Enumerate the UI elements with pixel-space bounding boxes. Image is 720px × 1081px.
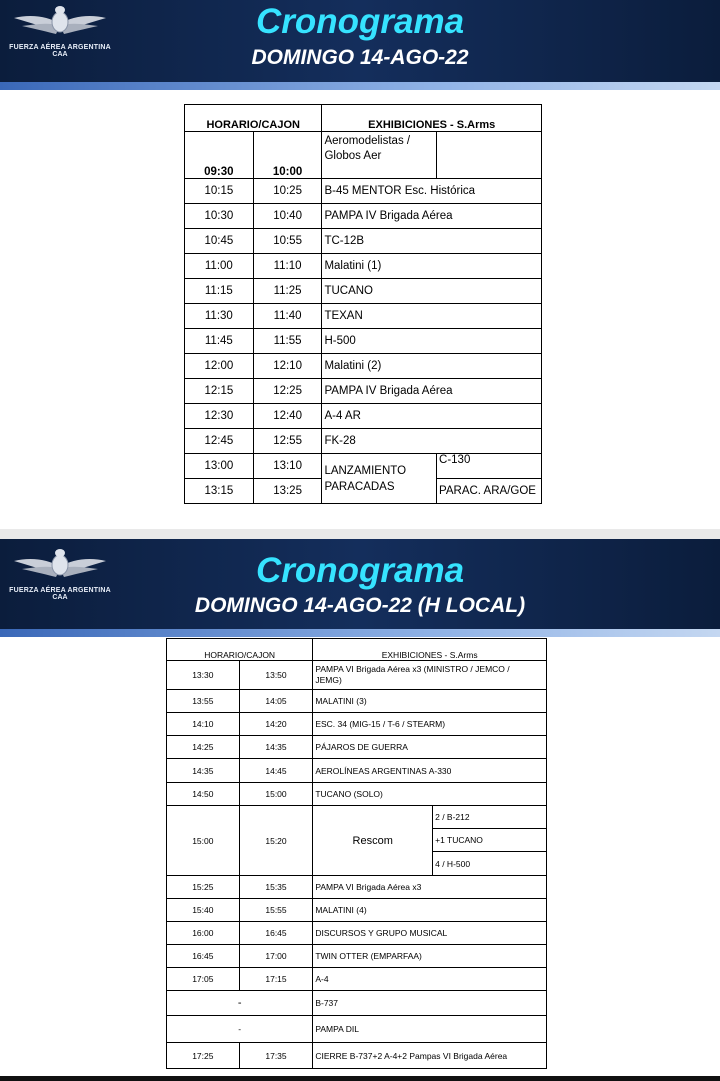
slide1-title: Cronograma [255, 2, 465, 41]
exhibition: TC-12B [322, 229, 542, 254]
start-time: 15:00 [167, 806, 240, 876]
table-row [167, 759, 547, 783]
time-dash: - [167, 1016, 313, 1043]
table-row [167, 690, 547, 713]
rescom-label: Rescom [313, 806, 433, 876]
end-time: 14:35 [239, 736, 313, 759]
start-time: 12:30 [185, 404, 254, 429]
slide1-schedule-table [184, 104, 542, 504]
end-time: 12:25 [253, 379, 322, 404]
exhibition: Malatini (2) [322, 354, 542, 379]
exhibition: A-4 [313, 968, 547, 991]
end-time: 10:25 [253, 179, 322, 204]
header-exhibiciones: EXHIBICIONES - S.Arms [313, 639, 547, 661]
table-row [167, 968, 547, 991]
start-time: 13:15 [185, 479, 254, 504]
aircraft: PARAC. ARA/GOE [437, 479, 542, 504]
exhibition: AEROLÍNEAS ARGENTINAS A-330 [313, 759, 547, 783]
exhibition: PAMPA VI Brigada Aérea x3 [313, 876, 547, 899]
end-time: 11:55 [253, 329, 322, 354]
end-time: 12:55 [253, 429, 322, 454]
org-sub: CAA [52, 51, 68, 58]
start-time: 11:15 [185, 279, 254, 304]
table-row [185, 404, 542, 429]
end-time: 14:05 [239, 690, 313, 713]
start-time: 12:45 [185, 429, 254, 454]
end-time: 13:10 [253, 454, 322, 479]
slide2-banner [0, 539, 720, 629]
rescom-item: 2 / B-212 [433, 806, 547, 829]
rescom-item: +1 TUCANO [433, 829, 547, 852]
start-time: 10:45 [185, 229, 254, 254]
table-row [185, 379, 542, 404]
start-time: 17:05 [167, 968, 240, 991]
start-time: 12:15 [185, 379, 254, 404]
bottom-bar [0, 1076, 720, 1081]
end-time: 17:00 [239, 945, 313, 968]
start-time: 10:15 [185, 179, 254, 204]
start-time: 14:10 [167, 713, 240, 736]
table-row [185, 329, 542, 354]
table-row [167, 736, 547, 759]
end-time: 11:25 [253, 279, 322, 304]
start-time: 12:00 [185, 354, 254, 379]
end-time: 10:55 [253, 229, 322, 254]
table-row [185, 304, 542, 329]
exhibition: LANZAMIENTO PARACADAS [322, 454, 437, 504]
slide1-subtitle: DOMINGO 14-AGO-22 [251, 46, 469, 69]
exhibition: Aeromodelistas / Globos Aer [322, 132, 437, 179]
end-time: 15:55 [239, 899, 313, 922]
start-time: 11:45 [185, 329, 254, 354]
end-time: 12:40 [253, 404, 322, 429]
table-row [167, 783, 547, 806]
end-time: 10:00 [253, 132, 322, 179]
end-time: 11:10 [253, 254, 322, 279]
table-row [185, 179, 542, 204]
header-horario: HORARIO/CAJON [185, 105, 322, 132]
table-row [167, 713, 547, 736]
table-row [185, 254, 542, 279]
start-time: 13:55 [167, 690, 240, 713]
start-time: 15:40 [167, 899, 240, 922]
start-time: 14:50 [167, 783, 240, 806]
table-row [185, 454, 542, 479]
end-time: 15:00 [239, 783, 313, 806]
exhibition: PAMPA VI Brigada Aérea x3 (MINISTRO / JEMCO / JEMG) [313, 661, 547, 690]
exhibition: TWIN OTTER (EMPARFAA) [313, 945, 547, 968]
table-row [167, 1016, 547, 1043]
exhibition: MALATINI (3) [313, 690, 547, 713]
exhibition: FK-28 [322, 429, 542, 454]
exhibition: PAMPA DIL [313, 1016, 547, 1043]
end-time: 17:35 [239, 1043, 313, 1069]
table-row [185, 354, 542, 379]
table-row [185, 279, 542, 304]
end-time: 14:20 [239, 713, 313, 736]
exhibition: B-737 [313, 991, 547, 1016]
exhibition: MALATINI (4) [313, 899, 547, 922]
table-row [167, 1043, 547, 1069]
aircraft: C-130 [437, 454, 542, 479]
start-time: 10:30 [185, 204, 254, 229]
end-time: 17:15 [239, 968, 313, 991]
exhibition: ESC. 34 (MIG-15 / T-6 / STEARM) [313, 713, 547, 736]
end-time: 10:40 [253, 204, 322, 229]
end-time: 15:20 [239, 806, 313, 876]
start-time: 14:35 [167, 759, 240, 783]
table-row [167, 922, 547, 945]
slide2-title: Cronograma [255, 551, 465, 590]
table-row [167, 945, 547, 968]
header-horario: HORARIO/CAJON [167, 639, 313, 661]
exhibition: CIERRE B-737+2 A-4+2 Pampas VI Brigada Aérea [313, 1043, 547, 1069]
table-row [167, 876, 547, 899]
exhibition: TUCANO [322, 279, 542, 304]
table-row [167, 899, 547, 922]
slide-separator [0, 529, 720, 539]
org-name: FUERZA AÉREA ARGENTINA [9, 44, 111, 51]
end-time: 13:50 [239, 661, 313, 690]
slide2-schedule-table [166, 638, 547, 1069]
exhibition: PAMPA IV Brigada Aérea [322, 204, 542, 229]
start-time: 17:25 [167, 1043, 240, 1069]
rescom-item: 4 / H-500 [433, 852, 547, 876]
table-row [167, 991, 547, 1016]
exhibition: H-500 [322, 329, 542, 354]
start-time: 13:30 [167, 661, 240, 690]
org-sub: CAA [52, 594, 68, 601]
table-row [167, 661, 547, 690]
start-time: 13:00 [185, 454, 254, 479]
start-time: 16:00 [167, 922, 240, 945]
exhibition: A-4 AR [322, 404, 542, 429]
start-time: 11:00 [185, 254, 254, 279]
org-name: FUERZA AÉREA ARGENTINA [9, 587, 111, 594]
exhibition: DISCURSOS Y GRUPO MUSICAL [313, 922, 547, 945]
empty-cell [437, 132, 542, 179]
end-time: 13:25 [253, 479, 322, 504]
header-exhibiciones: EXHIBICIONES - S.Arms [322, 105, 542, 132]
table-row [167, 806, 547, 829]
start-time: 15:25 [167, 876, 240, 899]
table-row [185, 204, 542, 229]
exhibition: PÁJAROS DE GUERRA [313, 736, 547, 759]
end-time: 15:35 [239, 876, 313, 899]
start-time: 14:25 [167, 736, 240, 759]
table-row [185, 229, 542, 254]
start-time: 09:30 [185, 132, 254, 179]
slide2-subtitle: DOMINGO 14-AGO-22 (H LOCAL) [194, 594, 526, 617]
time-dash: - [167, 991, 313, 1016]
start-time: 16:45 [167, 945, 240, 968]
start-time: 11:30 [185, 304, 254, 329]
exhibition: TEXAN [322, 304, 542, 329]
end-time: 14:45 [239, 759, 313, 783]
end-time: 12:10 [253, 354, 322, 379]
end-time: 16:45 [239, 922, 313, 945]
table-row [185, 132, 542, 179]
slide1-banner [0, 0, 720, 82]
table-row [185, 429, 542, 454]
exhibition: PAMPA IV Brigada Aérea [322, 379, 542, 404]
exhibition: B-45 MENTOR Esc. Histórica [322, 179, 542, 204]
exhibition: Malatini (1) [322, 254, 542, 279]
exhibition: TUCANO (SOLO) [313, 783, 547, 806]
end-time: 11:40 [253, 304, 322, 329]
